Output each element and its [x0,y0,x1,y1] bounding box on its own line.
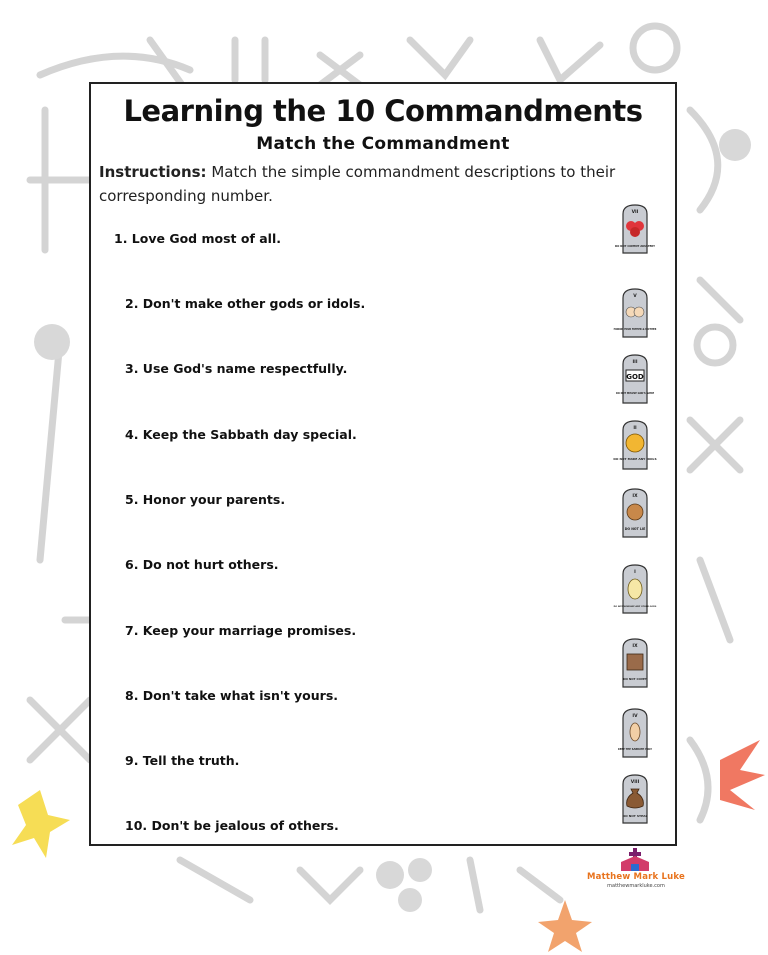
praying-hands-icon [630,723,640,741]
tablet-caption: DO NOT STEAL [622,814,648,818]
logo-url: matthewmarkluke.com [607,883,665,889]
tablet-numeral: I [634,570,636,575]
tablet-numeral: IV [632,714,638,719]
idol-icon [626,434,644,452]
commandment-item-2: 2. Don't make other gods or idols. [125,296,366,311]
tablet-numeral: II [633,426,637,431]
commandment-item-1: 1. Love God most of all. [114,231,281,246]
tablet-numeral: IX [632,494,638,499]
sun-idol-icon [628,579,642,599]
tablet-other-gods [613,564,657,614]
worksheet [89,82,677,846]
brand-logo[interactable] [586,848,686,898]
tablet-honor-parents [613,288,657,338]
tablet-covet [622,638,648,688]
liar-face-icon [627,504,643,520]
tablet-numeral: V [633,294,637,299]
logo-name: Matthew Mark Luke [586,872,685,882]
commandment-item-9: 9. Tell the truth. [125,753,240,768]
tablet-lie [622,488,648,538]
tablet-gods-name [615,354,655,404]
tablet-numeral: III [632,360,638,365]
worksheet-subtitle: Match the Commandment [256,134,510,154]
tablet-caption: DO NOT MAKE ANY IDOLS [613,457,657,461]
tablet-sabbath [617,708,653,758]
god-word-icon: GOD [626,373,644,381]
tablet-caption: DO NOT WORSHIP ANY OTHER GODS [613,606,657,608]
tablet-caption: DO NOT COVET [623,677,647,681]
tablet-numeral: IX [632,644,638,649]
commandment-item-10: 10. Don't be jealous of others. [125,818,339,833]
tablet-numeral: VIII [630,780,640,785]
instructions-text: Match the simple commandment descriptions to their corresponding number. [99,163,616,205]
tablet-caption: HONOR YOUR FATHER & MOTHER [613,328,657,331]
tablet-idols [613,420,657,470]
commandment-item-6: 6. Do not hurt others. [125,557,279,572]
covet-icon [627,654,643,670]
tablet-caption: KEEP THE SABBATH HOLY [617,748,653,751]
tablet-numeral: VII [631,210,639,215]
tablet-steal [622,774,648,824]
commandment-item-7: 7. Keep your marriage promises. [125,623,357,638]
commandment-item-4: 4. Keep the Sabbath day special. [125,427,357,442]
instructions-label: Instructions: [99,163,207,181]
tablet-caption: DO NOT COMMIT ADULTERY [615,245,655,248]
worksheet-title: Learning the 10 Commandments [123,94,643,128]
commandment-item-8: 8. Don't take what isn't yours. [125,688,339,703]
tablet-caption: DO NOT LIE [624,527,646,531]
tablet-caption: DO NOT MISUSE GOD'S NAME [615,392,655,395]
church-icon [586,848,686,872]
commandment-item-3: 3. Use God's name respectfully. [125,361,348,376]
commandment-item-5: 5. Honor your parents. [125,492,286,507]
tablet-adultery [615,204,655,254]
instructions [99,160,669,208]
